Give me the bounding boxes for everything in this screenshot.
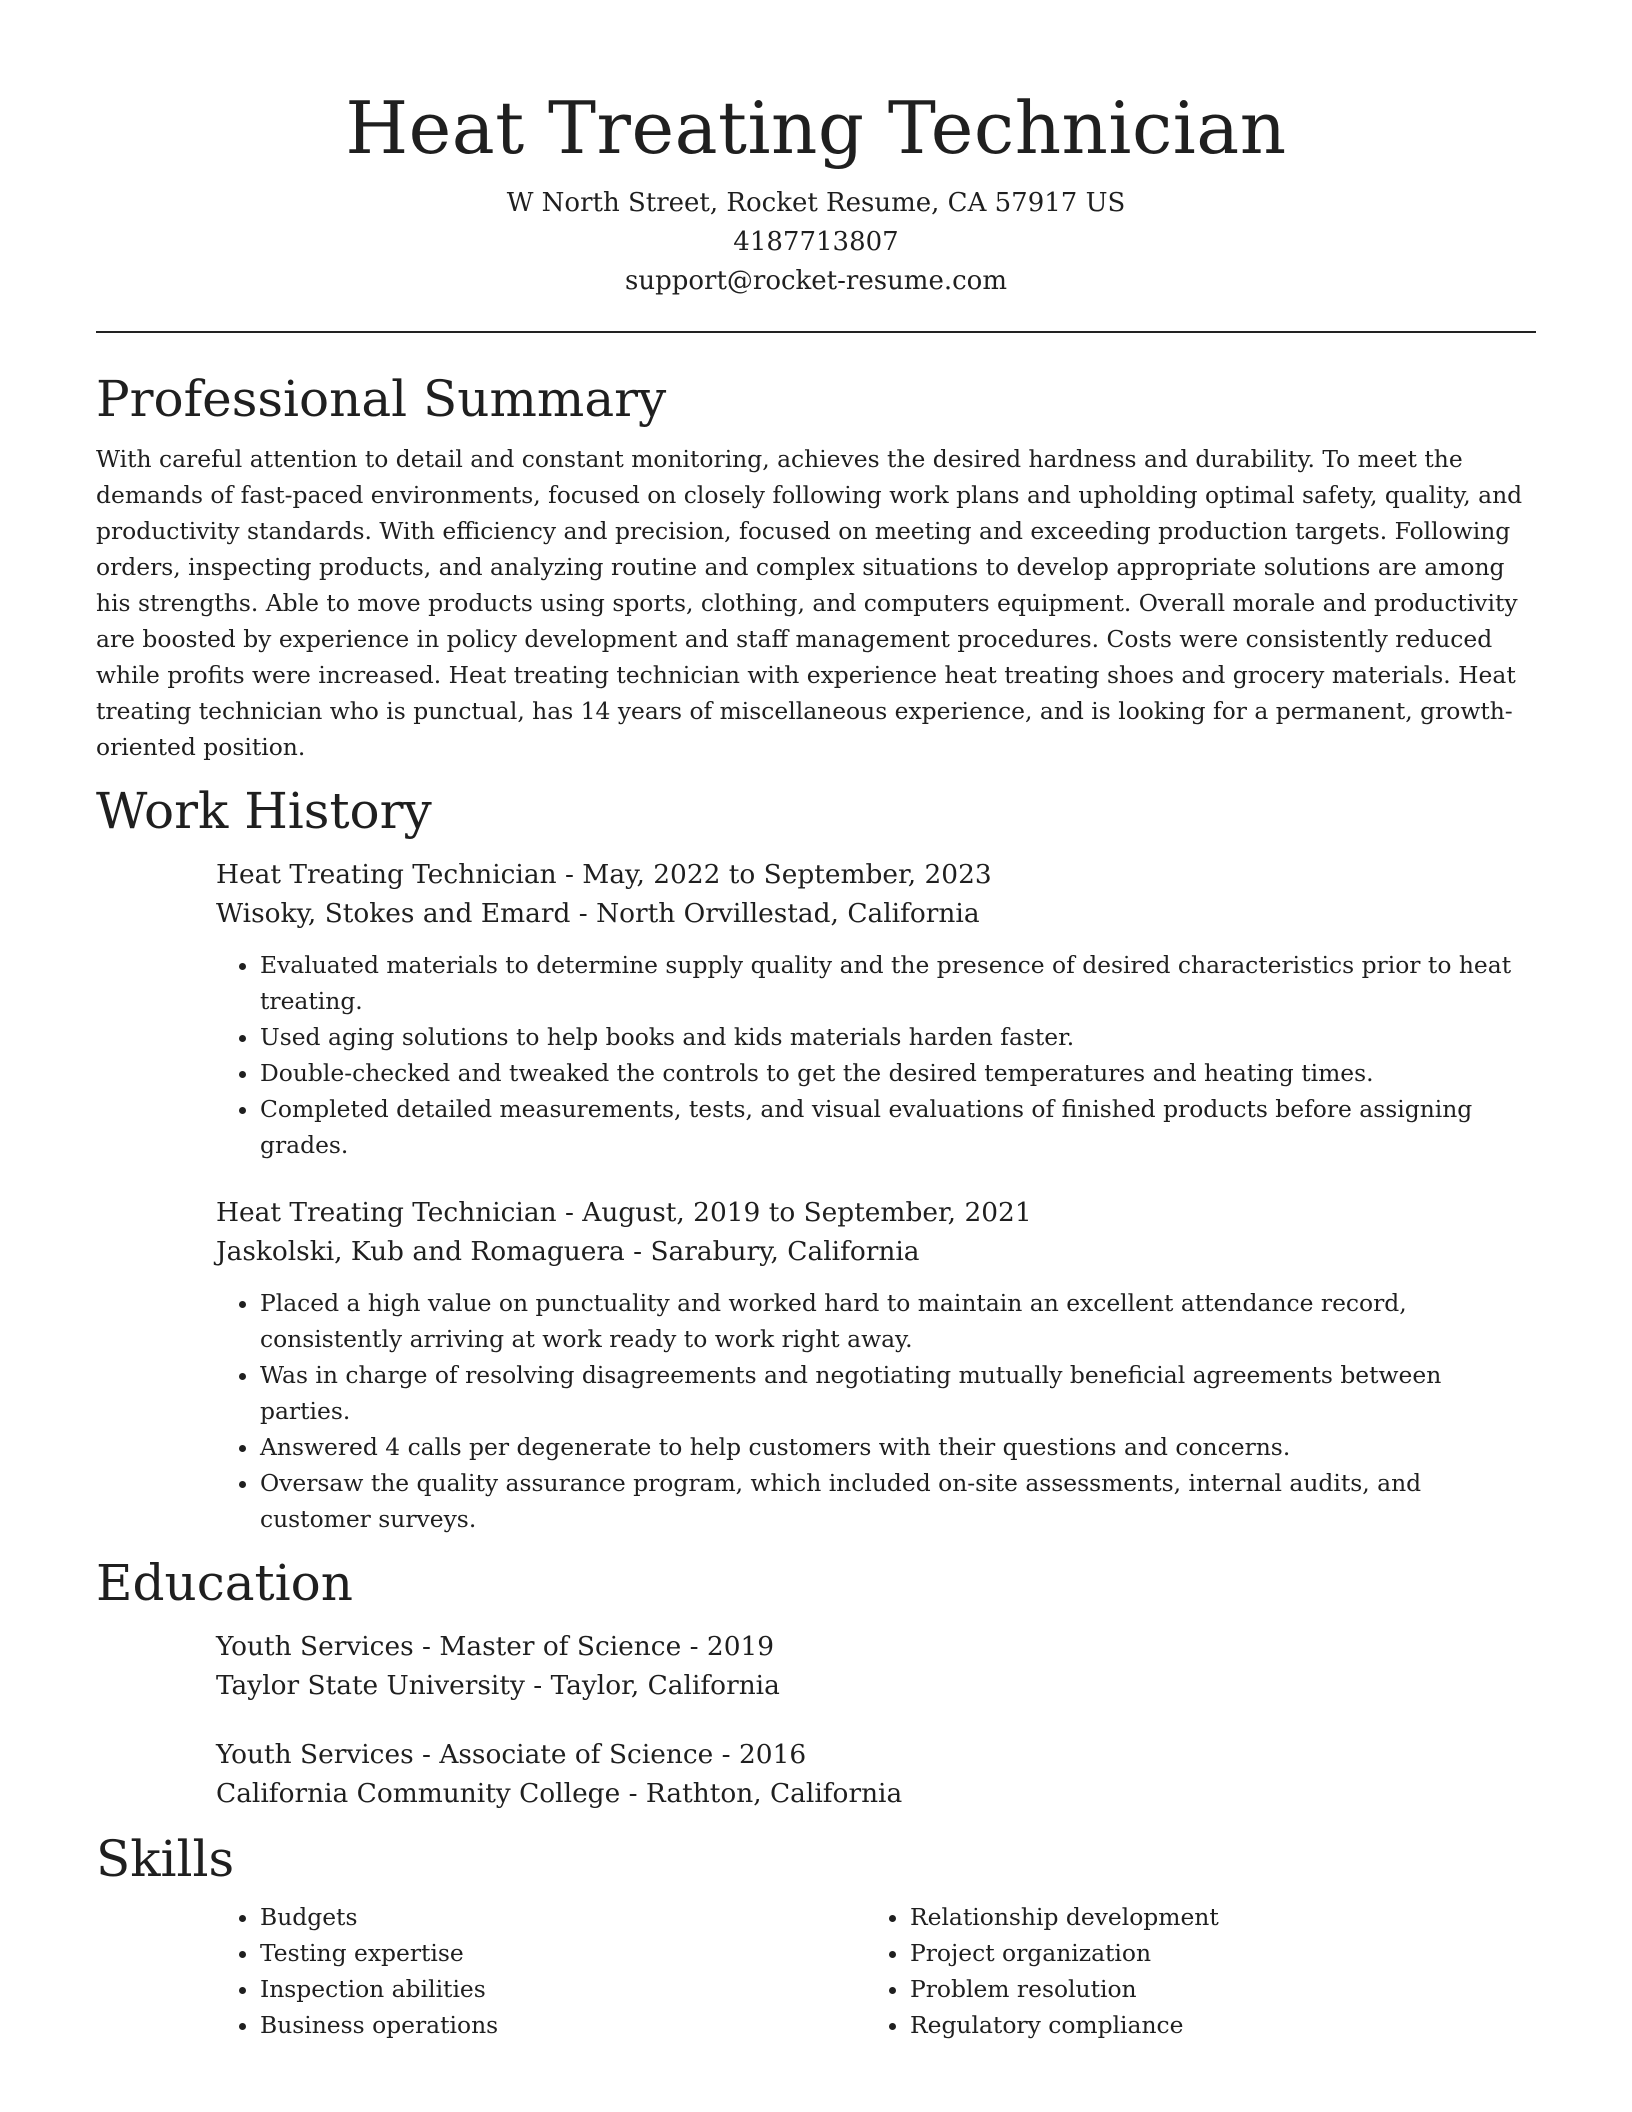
- job-title-line: Heat Treating Technician - May, 2022 to September, 2023: [216, 859, 992, 890]
- skill-item: • Inspection abilities: [260, 1971, 866, 2007]
- job-location: North Orvillestad, California: [596, 898, 980, 929]
- candidate-name: Heat Treating Technician: [345, 86, 1287, 170]
- section-title-education: Education: [96, 1554, 353, 1612]
- skill-item: • Business operations: [260, 2007, 866, 2043]
- skills-section: [96, 1827, 1536, 2043]
- skill-item: • Budgets: [260, 1899, 866, 1935]
- job-dates: August, 2019 to September, 2021: [582, 1197, 1032, 1228]
- degree-year: 2019: [706, 1631, 775, 1662]
- section-title-work-history: Work History: [96, 782, 432, 840]
- job-duty: • Used aging solutions to help books and kids materials harden faster.: [260, 1019, 1536, 1055]
- degree-year: 2016: [738, 1739, 807, 1770]
- skills-list-right: [866, 1899, 1520, 2043]
- degree-line: Youth Services - Master of Science - 2019: [216, 1631, 775, 1662]
- education-entry: [216, 1735, 1536, 1813]
- degree-line: Youth Services - Associate of Science - 2016: [216, 1739, 807, 1770]
- skills-columns: [216, 1899, 1536, 2043]
- skill-item: • Regulatory compliance: [910, 2007, 1520, 2043]
- school-line: California Community College - Rathton, California: [216, 1778, 903, 1809]
- summary-section: [96, 367, 1536, 765]
- school-line: Taylor State University - Taylor, California: [216, 1670, 780, 1701]
- degree-type: Associate of Science: [439, 1739, 714, 1770]
- job-duty: • Completed detailed measurements, tests, and visual evaluations of finished products before assigning grades.: [260, 1091, 1536, 1163]
- job-duty: • Oversaw the quality assurance program, which included on-site assessments, internal audits, and customer surveys.: [260, 1465, 1536, 1537]
- job-entry: [216, 855, 1536, 1163]
- summary-text: With careful attention to detail and constant monitoring, achieves the desired hardness and durability. To meet the demands of fast-paced environments, focused on closely following work plans and upholding optimal safety, quality, and productivity standards. With efficiency and precision, focused on meeting and exceeding production targets. Following orders, inspecting products, and analyzing routine and complex situations to develop appropriate solutions are among his strengths. Able to move products using sports, clothing, and computers equipment. Overall morale and productivity are boosted by experience in policy development and staff management procedures. Costs were consistently reduced while profits were increased. Heat treating technician with experience heat treating shoes and grocery materials. Heat treating technician who is punctual, has 14 years of miscellaneous experience, and is looking for a permanent, growth-oriented position.: [96, 445, 1523, 761]
- work-history-section: [96, 779, 1536, 1537]
- job-company: Wisoky, Stokes and Emard: [216, 898, 571, 929]
- job-duties-list: [216, 947, 1536, 1163]
- resume-page: [96, 0, 1536, 2043]
- contact-info: [96, 184, 1536, 301]
- section-title-summary: Professional Summary: [96, 370, 667, 428]
- skill-item: • Project organization: [910, 1935, 1520, 1971]
- contact-email: support@rocket-resume.com: [624, 266, 1007, 296]
- header-divider: [96, 331, 1536, 333]
- school-name: Taylor State University: [216, 1670, 525, 1701]
- job-location: Sarabury, California: [650, 1236, 920, 1267]
- job-company-line: Wisoky, Stokes and Emard - North Orvillestad, California: [216, 898, 980, 929]
- job-duty: • Double-checked and tweaked the controls to get the desired temperatures and heating times.: [260, 1055, 1536, 1091]
- job-dates: May, 2022 to September, 2023: [582, 859, 992, 890]
- job-company-line: Jaskolski, Kub and Romaguera - Sarabury, California: [216, 1236, 920, 1267]
- job-company: Jaskolski, Kub and Romaguera: [216, 1236, 625, 1267]
- skill-item: • Problem resolution: [910, 1971, 1520, 2007]
- job-duty: • Placed a high value on punctuality and worked hard to maintain an excellent attendance record, consistently arriving at work ready to work right away.: [260, 1285, 1536, 1357]
- school-location: Rathton, California: [645, 1778, 903, 1809]
- job-duty: • Was in charge of resolving disagreements and negotiating mutually beneficial agreements between parties.: [260, 1357, 1536, 1429]
- skills-list-left: [216, 1899, 866, 2043]
- job-duty: • Answered 4 calls per degenerate to help customers with their questions and concerns.: [260, 1429, 1536, 1465]
- skill-item: • Relationship development: [910, 1899, 1520, 1935]
- education-section: [96, 1551, 1536, 1813]
- resume-header: [96, 0, 1536, 301]
- section-title-skills: Skills: [96, 1830, 235, 1888]
- degree-type: Master of Science: [439, 1631, 682, 1662]
- job-duties-list: [216, 1285, 1536, 1537]
- school-location: Taylor, California: [550, 1670, 780, 1701]
- degree-field: Youth Services: [216, 1739, 414, 1770]
- job-title: Heat Treating Technician: [216, 859, 557, 890]
- job-entry: [216, 1193, 1536, 1537]
- job-title: Heat Treating Technician: [216, 1197, 557, 1228]
- job-duty: • Evaluated materials to determine supply quality and the presence of desired characteristics prior to heat treating.: [260, 947, 1536, 1019]
- contact-phone: 4187713807: [733, 227, 899, 257]
- job-title-line: Heat Treating Technician - August, 2019 to September, 2021: [216, 1197, 1032, 1228]
- contact-address: W North Street, Rocket Resume, CA 57917 US: [506, 188, 1126, 218]
- school-name: California Community College: [216, 1778, 621, 1809]
- skill-item: • Testing expertise: [260, 1935, 866, 1971]
- degree-field: Youth Services: [216, 1631, 414, 1662]
- education-entry: [216, 1627, 1536, 1705]
